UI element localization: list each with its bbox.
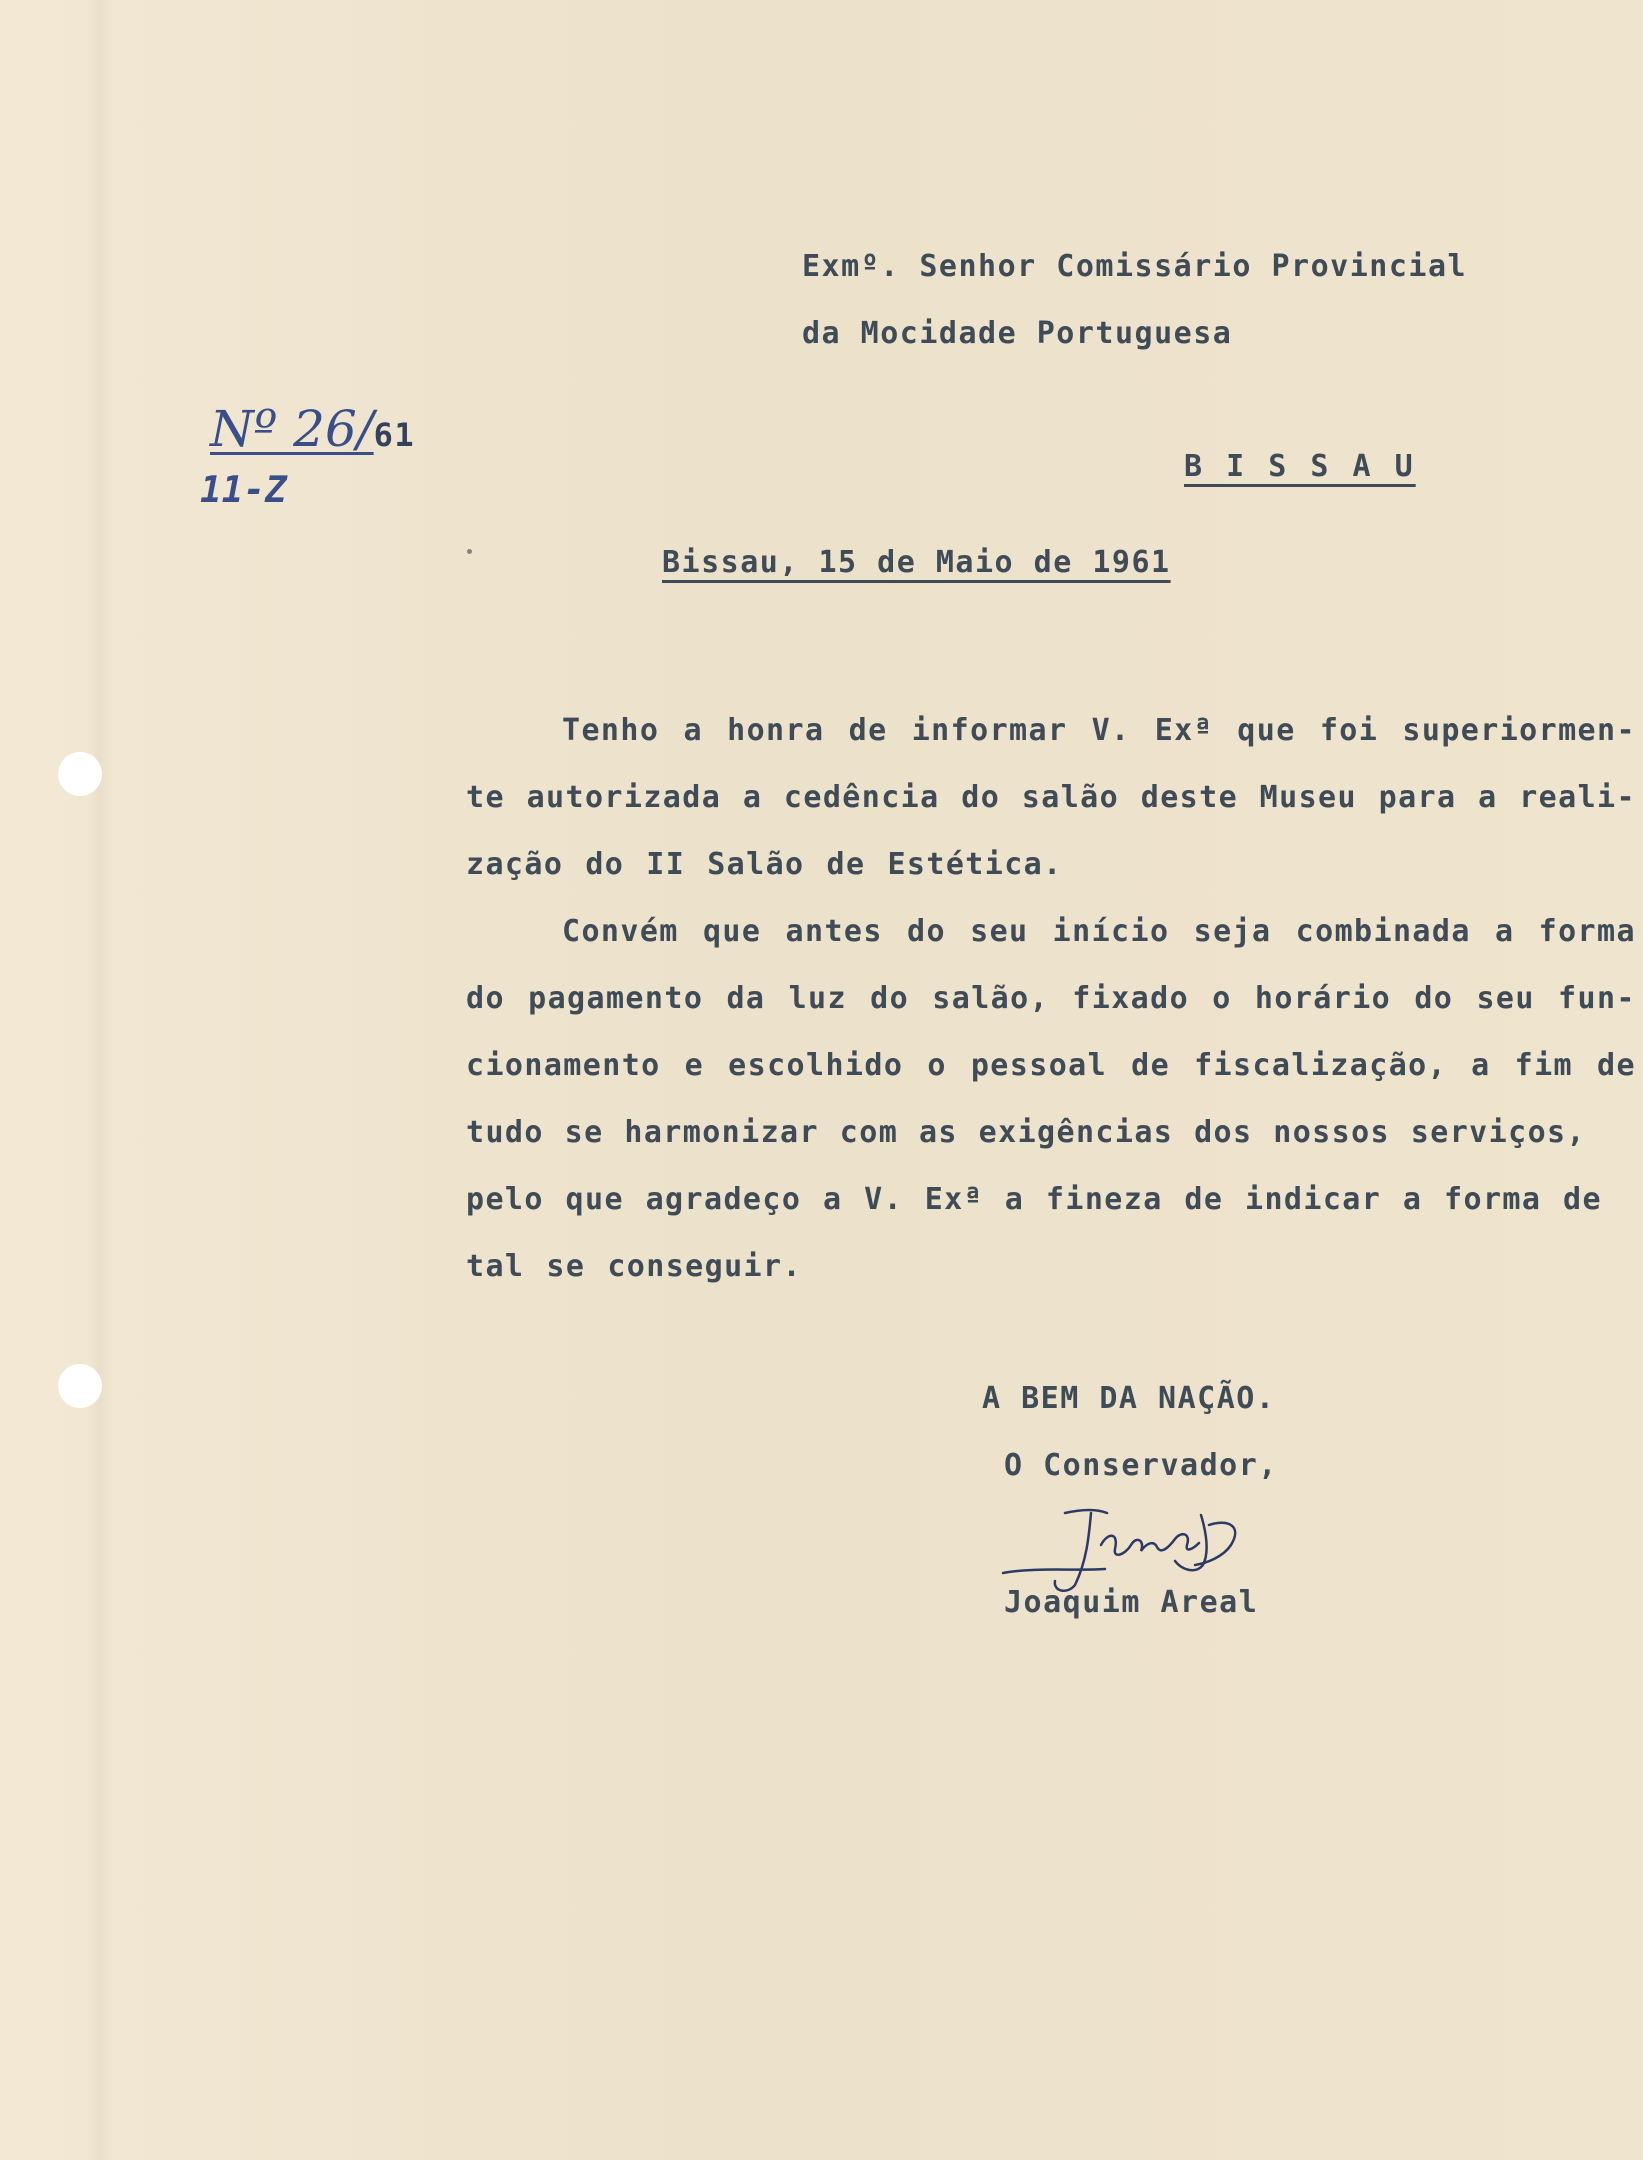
body-word: de — [826, 847, 866, 882]
body-word: início — [1052, 914, 1170, 949]
body-p2-line-5 — [466, 1182, 1602, 1217]
reference-number-handwritten: Nº 26/ — [210, 400, 374, 458]
paper-fold-shadow — [86, 0, 114, 2160]
body-word: conseguir. — [607, 1249, 802, 1284]
body-word: a — [1402, 1182, 1423, 1217]
closing-salutation: A BEM DA NAÇÃO. — [982, 1381, 1276, 1416]
addressee-line-1: Exmº. Senhor Comissário Provincial — [802, 249, 1468, 284]
body-word: harmonizar — [624, 1115, 819, 1150]
body-p2-line-2 — [466, 981, 1636, 1016]
body-word: Tenho — [562, 713, 660, 748]
body-word: tal — [466, 1249, 525, 1284]
punch-hole-top — [58, 752, 102, 796]
body-word: a — [1478, 780, 1498, 815]
body-word: de — [1597, 1048, 1636, 1083]
body-word: do — [466, 981, 505, 1016]
body-word: que — [1237, 713, 1296, 748]
body-word: te — [466, 780, 505, 815]
body-word: Estética. — [887, 847, 1063, 882]
punch-hole-bottom — [58, 1364, 102, 1408]
body-p1-line-1 — [562, 713, 1636, 748]
body-word: a — [742, 780, 763, 815]
body-word: escolhido — [728, 1048, 904, 1083]
body-p2-line-6 — [466, 1249, 1636, 1284]
body-word: da — [726, 981, 766, 1016]
body-p1-line-2 — [466, 780, 1636, 815]
body-word: a — [822, 1182, 843, 1217]
body-word: seu — [970, 914, 1029, 949]
body-word: dos — [1194, 1115, 1253, 1150]
body-word: Exª — [924, 1182, 984, 1217]
body-word: de — [1563, 1182, 1602, 1217]
body-word: fiscalização, — [1194, 1048, 1448, 1083]
body-word: forma — [1538, 914, 1636, 949]
body-p2-line-3 — [466, 1048, 1636, 1083]
body-word: fixado — [1072, 981, 1190, 1016]
body-word: serviços, — [1410, 1115, 1586, 1150]
body-word: tudo — [466, 1115, 544, 1150]
body-word: de — [848, 713, 888, 748]
body-word: e — [684, 1048, 705, 1083]
body-word: de — [1131, 1048, 1171, 1083]
body-word: Exª — [1154, 713, 1214, 748]
body-word: que — [702, 914, 762, 949]
body-word: superiormen- — [1402, 713, 1636, 748]
body-word: salão — [1021, 780, 1120, 815]
body-word: antes — [785, 914, 883, 949]
body-word: a — [1494, 914, 1515, 949]
body-word: o — [927, 1048, 947, 1083]
body-word: V. — [1091, 713, 1131, 748]
body-word: salão, — [932, 981, 1050, 1016]
addressee-line-2: da Mocidade Portuguesa — [802, 316, 1233, 351]
body-word: Convém — [562, 914, 679, 949]
body-word: combinada — [1295, 914, 1471, 949]
body-word: se — [564, 1115, 604, 1150]
body-word: fim — [1514, 1048, 1573, 1083]
body-word: do — [907, 914, 946, 949]
body-word: luz — [788, 981, 847, 1016]
body-word: exigências — [978, 1115, 1174, 1150]
body-word: que — [565, 1182, 624, 1217]
date-line: Bissau, 15 de Maio de 1961 — [662, 545, 1171, 580]
body-word: reali- — [1519, 780, 1636, 815]
body-word: a — [1004, 1182, 1025, 1217]
reference-number-year: 61 — [373, 416, 416, 454]
body-word: do — [870, 981, 910, 1016]
body-word: fineza — [1045, 1182, 1163, 1217]
body-word: autorizada — [526, 780, 722, 815]
body-word: pagamento — [528, 981, 704, 1016]
body-word: agradeço — [645, 1182, 802, 1217]
body-word: cedência — [783, 780, 940, 815]
body-word: Salão — [707, 847, 805, 882]
body-word: foi — [1319, 713, 1379, 748]
body-word: a — [683, 713, 703, 748]
reference-number — [210, 400, 415, 458]
body-word: V. — [864, 1182, 904, 1217]
body-word: cionamento — [466, 1048, 661, 1083]
body-word: fun- — [1558, 981, 1636, 1016]
body-word: seu — [1476, 981, 1535, 1016]
body-p1-line-3 — [466, 847, 1636, 882]
body-word: do — [961, 780, 1001, 815]
closing-name: Joaquim Areal — [1004, 1585, 1259, 1620]
body-word: forma — [1444, 1182, 1542, 1217]
body-word: informar — [911, 713, 1068, 748]
body-word: Museu — [1259, 780, 1357, 815]
body-word: pelo — [466, 1182, 544, 1217]
body-word: a — [1471, 1048, 1491, 1083]
body-word: deste — [1140, 780, 1239, 815]
body-word: seja — [1193, 914, 1272, 949]
body-word: do — [585, 847, 625, 882]
reference-code: 11-Z — [200, 470, 287, 511]
body-word: indicar — [1244, 1182, 1382, 1217]
body-word: horário — [1254, 981, 1392, 1016]
body-word: pessoal — [970, 1048, 1108, 1083]
body-p2-line-4 — [466, 1115, 1586, 1150]
addressee-city: B I S S A U — [1184, 449, 1416, 484]
body-word: para — [1378, 780, 1457, 815]
body-word: II — [646, 847, 686, 882]
body-word: do — [1414, 981, 1454, 1016]
body-word: nossos — [1273, 1115, 1391, 1150]
ink-speck — [467, 549, 472, 554]
closing-title: O Conservador, — [1004, 1448, 1278, 1483]
body-word: de — [1184, 1182, 1224, 1217]
body-word: o — [1212, 981, 1232, 1016]
body-word: zação — [466, 847, 564, 882]
body-word: se — [546, 1249, 586, 1284]
body-p2-line-1 — [562, 914, 1636, 949]
body-word: honra — [727, 713, 825, 748]
body-word: as — [918, 1115, 958, 1150]
body-word: com — [839, 1115, 899, 1150]
